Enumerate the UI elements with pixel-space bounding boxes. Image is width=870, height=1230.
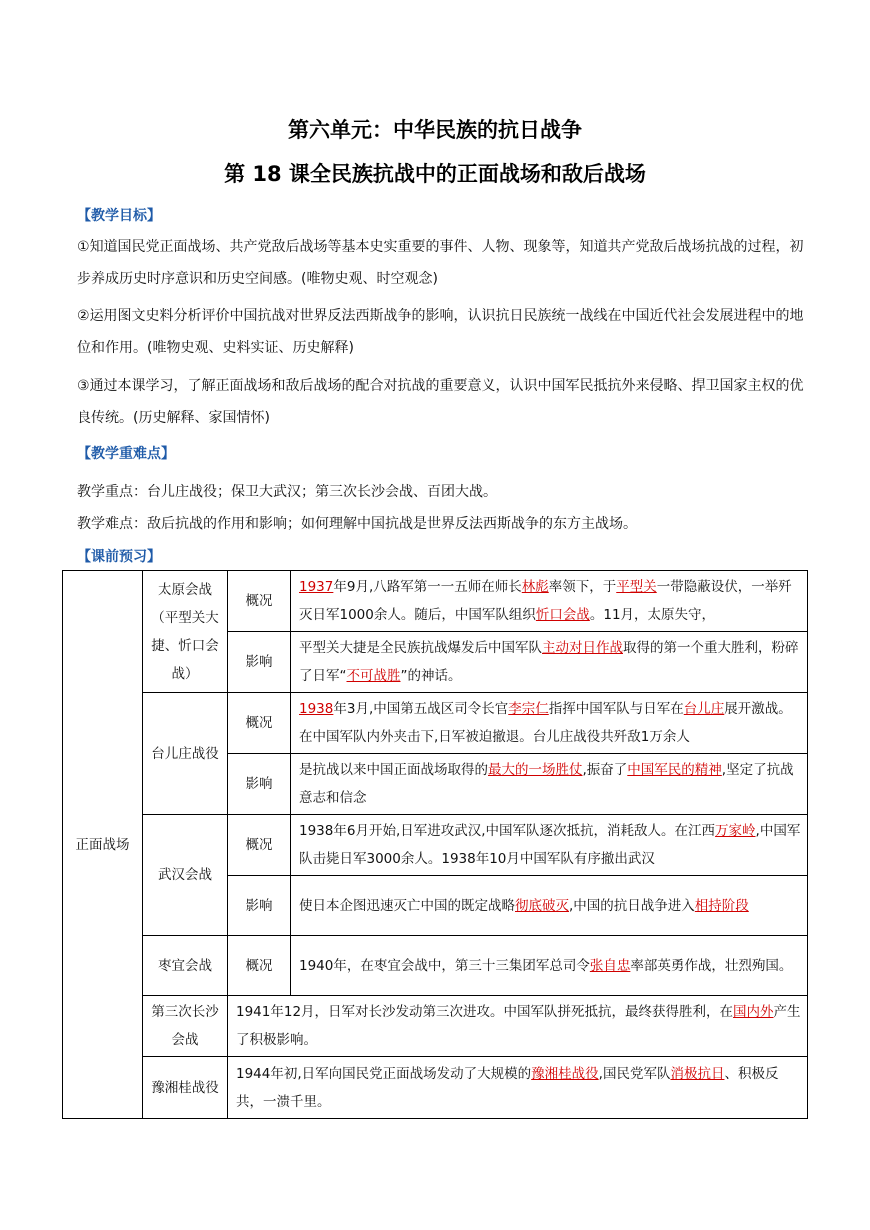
goal-item-2-text: 运用图文史料分析评价中国抗战对世界反法西斯战争的影响，认识抗日民族统一战线在中国近代社会发展进程中的地位和作用。(唯物史观、史料实证、历史解释) — [77, 308, 804, 356]
highlight-text: 台儿庄 — [683, 701, 725, 717]
goal-item-1-prefix: ① — [77, 239, 90, 255]
goal-item-2-prefix: ② — [77, 308, 90, 324]
goal-item-1-text: 知道国民党正面战场、共产党敌后战场等基本史实重要的事件、人物、现象等，知道共产党敌后战场抗战的过程，初步养成历史时序意识和历史空间感。(唯物史观、时空观念) — [77, 239, 804, 287]
highlight-text: 相持阶段 — [694, 897, 749, 914]
taiyuan-impact: 平型关大捷是全民族抗战爆发后中国军队主动对日作战取得的第一个重大胜利，粉碎了日军“不可战胜”的神话。 — [291, 632, 808, 693]
changsha-text: 1941年12月，日军对长沙发动第三次进攻。中国军队拼死抵抗，最终获得胜利，在国内外产生了积极影响。 — [228, 996, 808, 1057]
taierzhuang-overview: 1938年3月,中国第五战区司令长官李宗仁指挥中国军队与日军在台儿庄展开激战。在中国军队内外夹击下,日军被迫撤退。台儿庄战役共歼敌1万余人 — [291, 693, 808, 754]
goal-item-3 — [77, 370, 805, 434]
highlight-text: 豫湘桂战役 — [531, 1065, 599, 1082]
taiyuan-overview: 1937年9月,八路军第一一五师在师长林彪率领下，于平型关一带隐蔽设伏，一举歼灭日军1000余人。随后，中国军队组织忻口会战。11月，太原失守， — [291, 571, 808, 632]
zaoyi-overview: 1940年，在枣宜会战中，第三十三集团军总司令张自忠率部英勇作战，壮烈殉国。 — [291, 936, 808, 996]
goal-item-1 — [77, 231, 805, 295]
battle-name-taierzhuang: 台儿庄战役 — [143, 693, 228, 815]
goal-item-3-text: 通过本课学习，了解正面战场和敌后战场的配合对抗战的重要意义，认识中国军民抵抗外来侵略、捍卫国家主权的优良传统。(历史解释、家国情怀) — [77, 378, 804, 426]
highlight-text: 平型关 — [616, 579, 657, 595]
battle-name-changsha: 第三次长沙会战 — [143, 996, 228, 1057]
wuhan-overview: 1938年6月开始,日军进攻武汉,中国军队逐次抵抗，消耗敌人。在江西万家岭,中国军队击毙日军3000余人。1938年10月中国军队有序撤出武汉 — [291, 815, 808, 876]
highlight-text: 中国军民的精神 — [627, 762, 722, 778]
unit-title: 第六单元：中华民族的抗日战争 — [288, 118, 582, 142]
label-impact: 影响 — [228, 876, 291, 936]
highlight-text: 忻口会战 — [535, 607, 590, 623]
goals-heading: 【教学目标】 — [77, 208, 161, 224]
highlight-text: 林彪 — [521, 579, 549, 595]
yuxianggui-text: 1944年初,日军向国民党正面战场发动了大规模的豫湘桂战役,国民党军队消极抗日、积极反共，一溃千里。 — [228, 1057, 808, 1119]
label-overview: 概况 — [228, 936, 291, 996]
wuhan-impact: 使日本企图迅速灭亡中国的既定战略彻底破灭,中国的抗日战争进入相持阶段 — [291, 876, 808, 936]
goal-item-2 — [77, 300, 805, 364]
highlight-text: 国内外 — [733, 1004, 774, 1020]
highlight-text: 1938 — [299, 701, 334, 717]
table-row — [63, 936, 808, 996]
preview-heading: 【课前预习】 — [77, 549, 161, 565]
label-impact: 影响 — [228, 632, 291, 693]
battle-name-wuhan: 武汉会战 — [143, 815, 228, 936]
table-row — [63, 693, 808, 754]
category-cell: 正面战场 — [63, 571, 143, 1119]
highlight-text: 不可战胜 — [346, 668, 401, 684]
teaching-difficulty: 教学难点：敌后抗战的作用和影响；如何理解中国抗战是世界反法西斯战争的东方主战场。 — [77, 516, 637, 532]
highlight-text: 万家岭 — [715, 823, 756, 839]
highlight-text: 最大的一场胜仗 — [488, 762, 583, 778]
table-row — [63, 1057, 808, 1119]
table-row — [63, 996, 808, 1057]
label-overview: 概况 — [228, 571, 291, 632]
taierzhuang-impact: 是抗战以来中国正面战场取得的最大的一场胜仗,振奋了中国军民的精神,坚定了抗战意志和信念 — [291, 754, 808, 815]
table-row — [63, 571, 808, 632]
label-overview: 概况 — [228, 815, 291, 876]
label-impact: 影响 — [228, 754, 291, 815]
label-overview: 概况 — [228, 693, 291, 754]
table-row — [63, 815, 808, 876]
battle-name-taiyuan: 太原会战（平型关大捷、忻口会战） — [143, 571, 228, 693]
teaching-focus: 教学重点：台儿庄战役；保卫大武汉；第三次长沙会战、百团大战。 — [77, 484, 497, 500]
highlight-text: 消极抗日 — [670, 1065, 725, 1082]
highlight-text: 主动对日作战 — [542, 640, 623, 656]
highlight-text: 彻底破灭 — [515, 897, 569, 914]
lesson-title: 第 18 课全民族抗战中的正面战场和敌后战场 — [224, 162, 646, 186]
battle-name-yuxianggui: 豫湘桂战役 — [143, 1057, 228, 1119]
keypoints-heading: 【教学重难点】 — [77, 446, 175, 462]
highlight-text: 1937 — [299, 579, 334, 595]
highlight-text: 张自忠 — [589, 957, 631, 974]
goal-item-3-prefix: ③ — [77, 378, 90, 394]
preview-table — [62, 570, 808, 1119]
highlight-text: 李宗仁 — [508, 701, 549, 717]
battle-name-zaoyi: 枣宜会战 — [143, 936, 228, 996]
